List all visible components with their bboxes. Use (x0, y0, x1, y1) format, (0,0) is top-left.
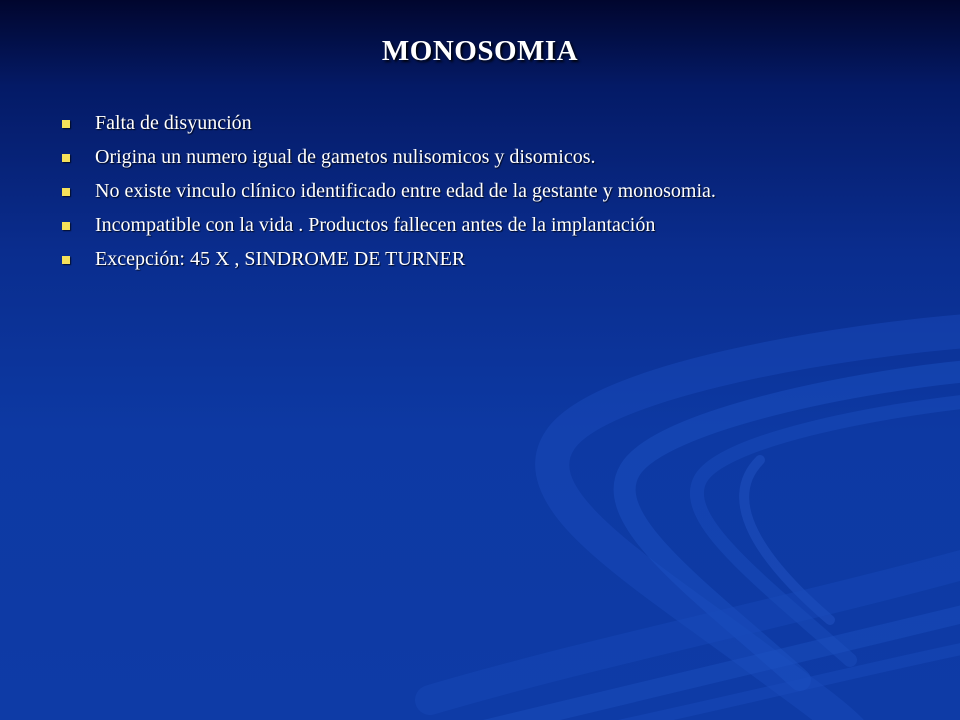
bullet-text: Excepción: 45 X , SINDROME DE TURNER (95, 248, 466, 270)
bullet-item (60, 211, 940, 245)
square-bullet-icon (62, 120, 70, 128)
bullet-text: Falta de disyunción (95, 112, 252, 134)
square-bullet-icon (62, 222, 70, 230)
bullet-text: Incompatible con la vida . Productos fallecen antes de la implantación (95, 214, 656, 236)
bullet-text: No existe vinculo clínico identificado entre edad de la gestante y monosomia. (95, 180, 716, 202)
square-bullet-icon (62, 256, 70, 264)
slide-title: MONOSOMIA (381, 35, 579, 67)
square-bullet-icon (62, 188, 70, 196)
square-bullet-icon (62, 154, 70, 162)
bullet-item (60, 109, 940, 143)
bullet-list (60, 109, 940, 279)
bullet-item (60, 143, 940, 177)
bullet-item (60, 245, 940, 279)
bullet-text: Origina un numero igual de gametos nulisomicos y disomicos. (95, 146, 596, 168)
bullet-item (60, 177, 940, 211)
